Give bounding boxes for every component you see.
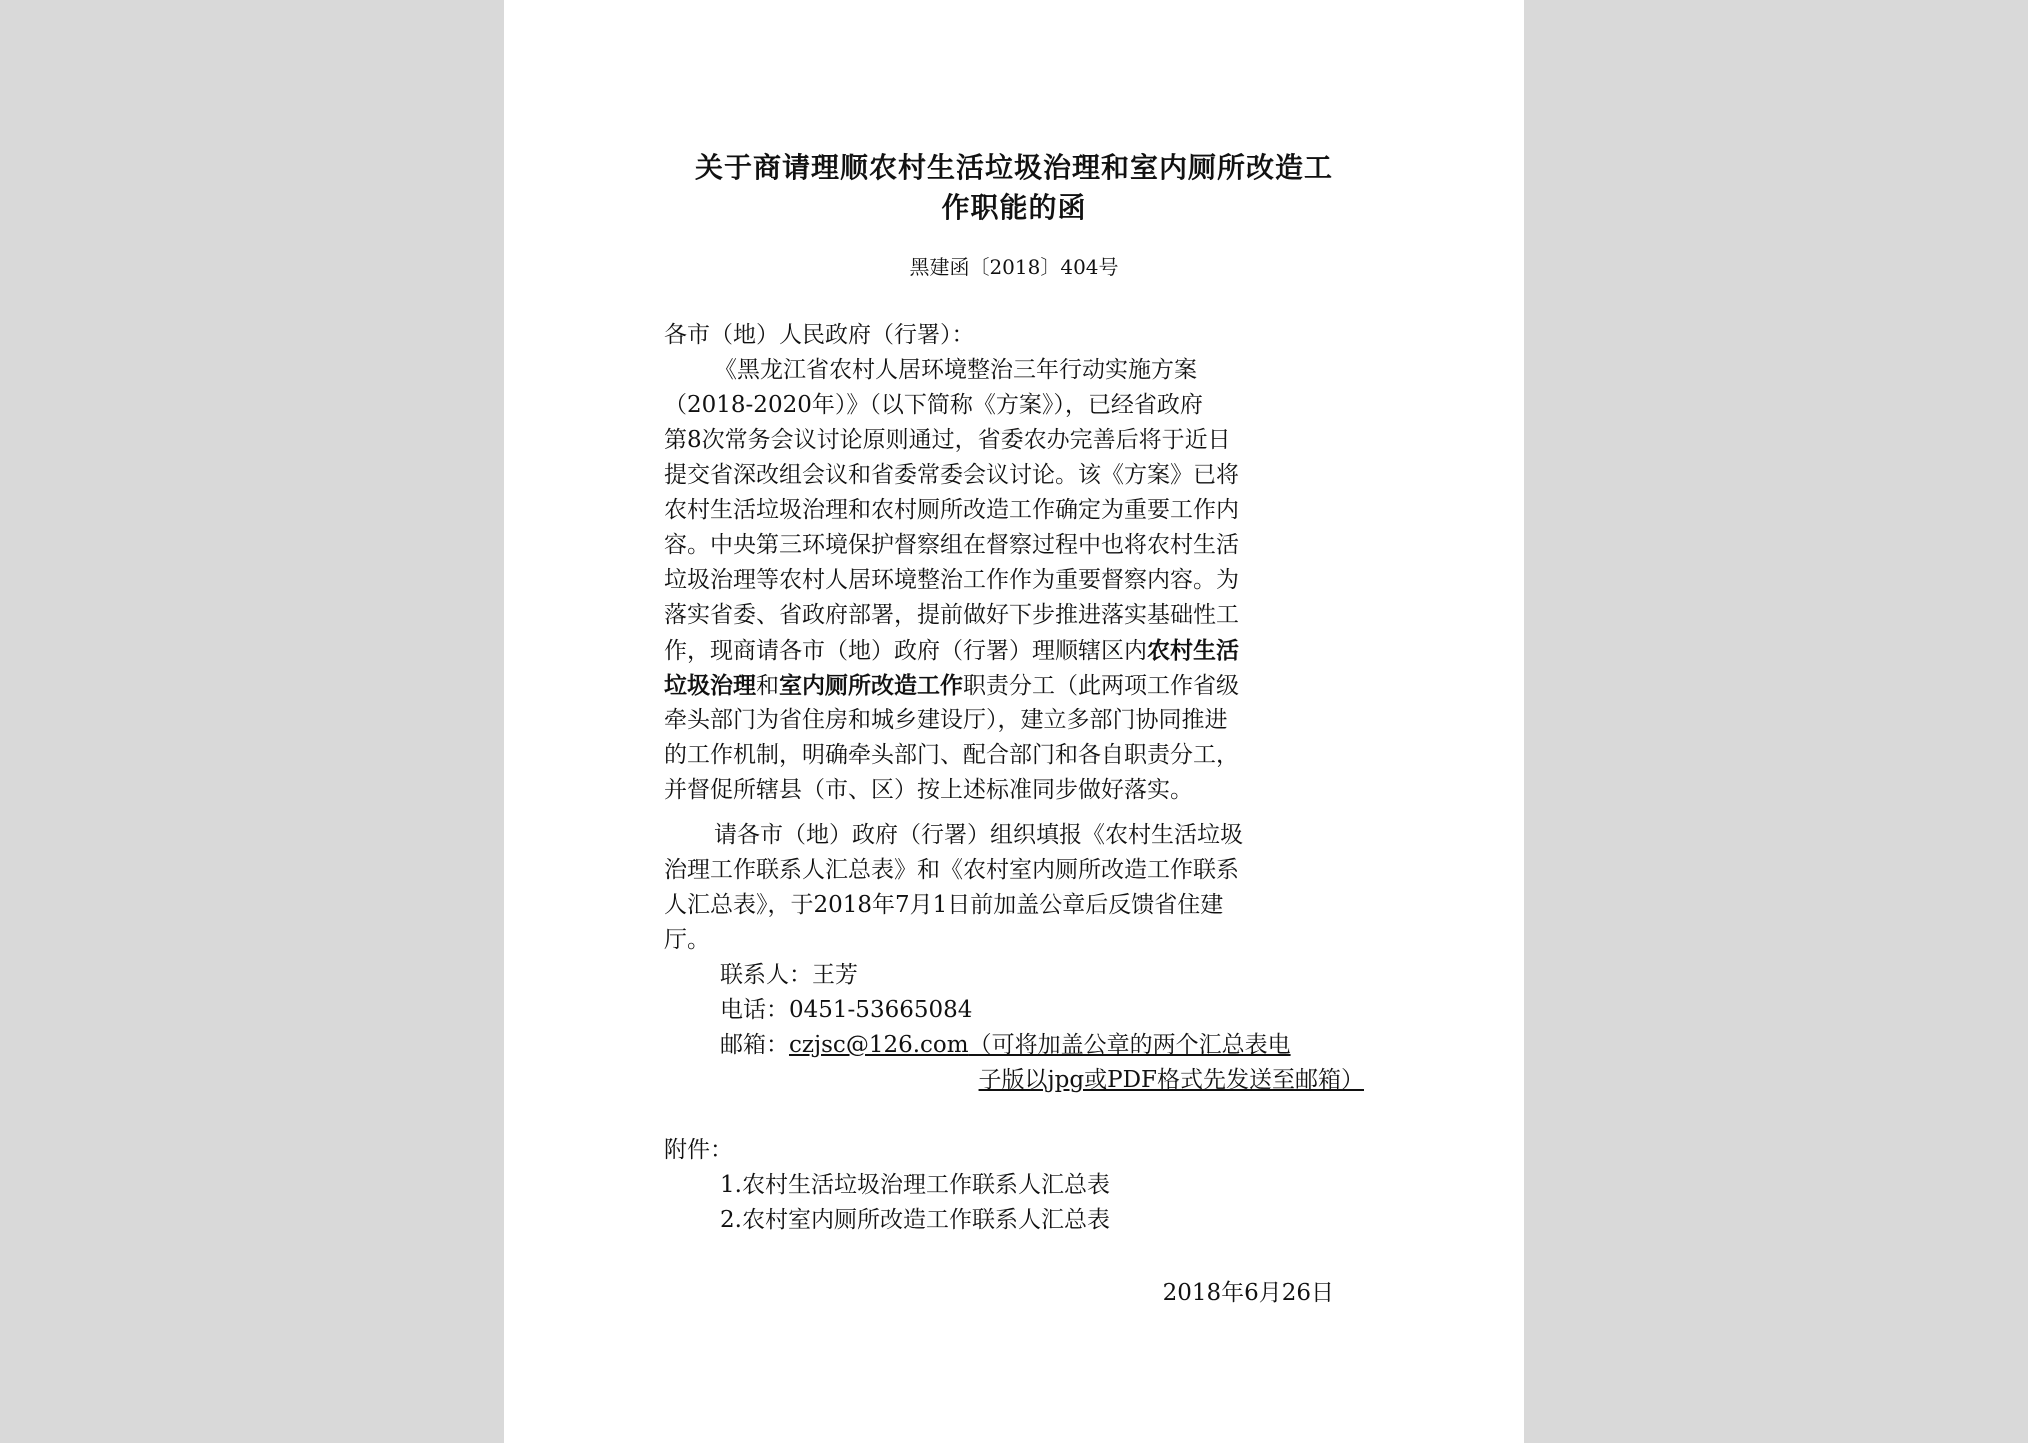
- body-line-8: 落实省委、省政府部署，提前做好下步推进落实基础性工: [664, 602, 1239, 628]
- contact-person: 联系人：王芳: [720, 962, 858, 988]
- contact-phone: 电话：0451-53665084: [720, 997, 973, 1023]
- bold-garbage-governance: 垃圾治理: [664, 672, 756, 699]
- title-line-1: 关于商请理顺农村生活垃圾治理和室内厕所改造工: [694, 151, 1333, 184]
- email-link[interactable]: czjsc@126.com: [789, 1032, 969, 1058]
- document-date: 2018年6月26日: [1162, 1280, 1334, 1306]
- conjunction-and: 和: [756, 673, 779, 699]
- body-line-3: 第8次常务会议讨论原则通过，省委农办完善后将于近日: [664, 427, 1231, 453]
- title-line-2: 作职能的函: [941, 191, 1087, 224]
- para2-line-1: 请各市（地）政府（行署）组织填报《农村生活垃圾: [714, 822, 1243, 848]
- body-line-12: 的工作机制，明确牵头部门、配合部门和各自职责分工，: [664, 742, 1239, 768]
- body-line-10-rest: 职责分工（此两项工作省级: [963, 673, 1239, 699]
- para2-line-2: 治理工作联系人汇总表》和《农村室内厕所改造工作联系: [664, 857, 1239, 883]
- body-line-7: 垃圾治理等农村人居环境整治工作作为重要督察内容。为: [664, 567, 1239, 593]
- contact-email-line: [720, 1028, 1291, 1063]
- attachments-label: 附件：: [664, 1137, 733, 1163]
- body-line-9: [664, 633, 1239, 669]
- document-number: 黑建函〔2018〕404号: [909, 255, 1119, 279]
- body-line-1: 《黑龙江省农村人居环境整治三年行动实施方案: [714, 357, 1197, 383]
- body-line-11: 牵头部门为省住房和城乡建设厅），建立多部门协同推进: [664, 707, 1228, 733]
- body-line-5: 农村生活垃圾治理和农村厕所改造工作确定为重要工作内: [664, 497, 1239, 523]
- body-line-9-bold: 农村生活: [1147, 637, 1239, 664]
- email-label: 邮箱：: [720, 1032, 789, 1058]
- para2-line-4: 厅。: [664, 927, 710, 953]
- document-title: [644, 148, 1384, 228]
- body-line-6: 容。中央第三环境保护督察组在督察过程中也将农村生活: [664, 532, 1239, 558]
- bold-toilet-renovation: 室内厕所改造工作: [779, 672, 963, 699]
- body-line-4: 提交省深改组会议和省委常委会议讨论。该《方案》已将: [664, 462, 1239, 488]
- document-page: [504, 0, 1524, 1443]
- email-note-line-2: [979, 1063, 1364, 1098]
- attachment-item-1: 1.农村生活垃圾治理工作联系人汇总表: [720, 1172, 1110, 1198]
- email-note-1: （可将加盖公章的两个汇总表电: [968, 1032, 1291, 1058]
- body-line-9-text: 作，现商请各市（地）政府（行署）理顺辖区内: [664, 638, 1147, 664]
- body-line-13: 并督促所辖县（市、区）按上述标准同步做好落实。: [664, 777, 1193, 803]
- email-note-2: 子版以jpg或PDF格式先发送至邮箱）: [978, 1067, 1364, 1093]
- body-line-2: （2018-2020年）》（以下简称《方案》），已经省政府: [664, 392, 1203, 418]
- para2-line-3: 人汇总表》，于2018年7月1日前加盖公章后反馈省住建: [664, 892, 1224, 918]
- attachment-item-2: 2.农村室内厕所改造工作联系人汇总表: [720, 1207, 1110, 1233]
- body-line-10: [664, 668, 1239, 704]
- salutation: 各市（地）人民政府（行署）：: [664, 322, 975, 348]
